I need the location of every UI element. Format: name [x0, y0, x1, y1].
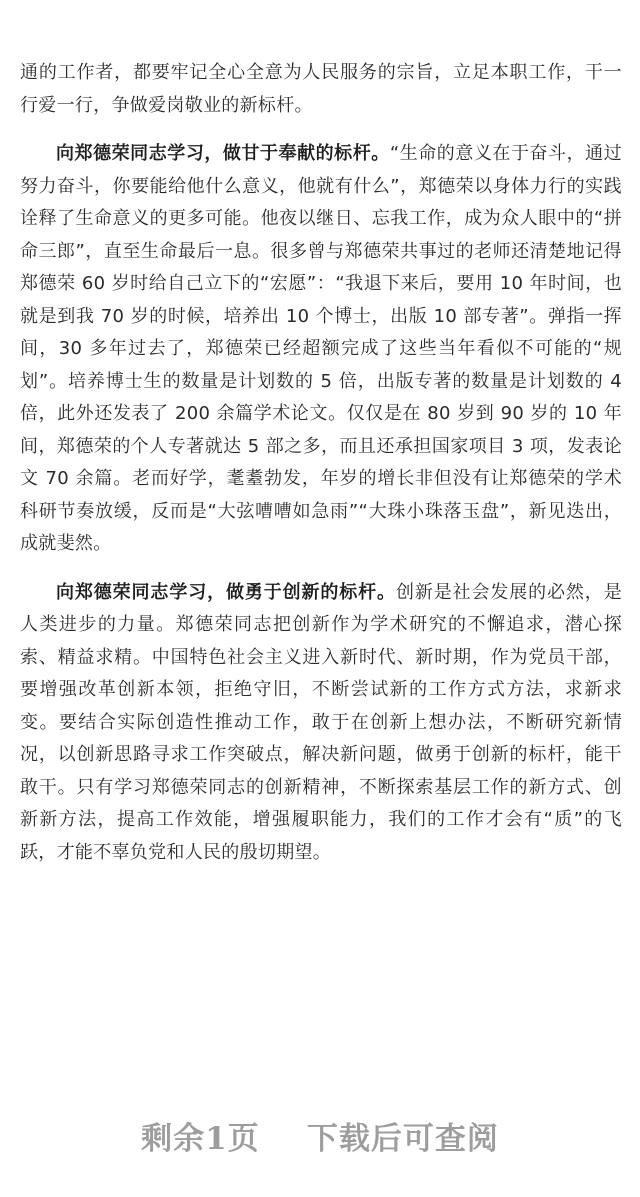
paragraph-text: 通的工作者，都要牢记全心全意为人民服务的宗旨，立足本职工作，干一行爱一行，争做爱岗敬业的新标杆。	[20, 62, 622, 116]
paragraph-dedication	[20, 138, 622, 561]
paragraph-text: “生命的意义在于奋斗，通过努力奋斗，你要能给他什么意义，他就有什么”，郑德荣以身体力行的实践诠释了生命意义的更多可能。他夜以继日、忘我工作，成为众人眼中的“拼命三郎”，直至生命最后一息。很多曾与郑德荣共事过的老师还清楚地记得郑德荣 60 岁时给自己立下的“宏愿”：“我退下来后，要用 10 年时间，也就是到我 70 岁的时候，培养出 10 个博士，出版 10 部专著”。弹指一挥间，30 多年过去了，郑德荣已经超额完成了这些当年看似不可能的“规划”。培养博士生的数量是计划数的 5 倍，出版专著的数量是计划数的 4 倍，此外还发表了 200 余篇学术论文。仅仅是在 80 岁到 90 岁的 10 年间，郑德荣的个人专著就达 5 部之多，而且还承担国家项目 3 项，发表论文 70 余篇。老而好学，耄耋勃发，年岁的增长非但没有让郑德荣的学术科研节奏放缓，反而是“大弦嘈嘈如急雨”“大珠小珠落玉盘”，新见迭出，成就斐然。	[20, 143, 622, 554]
paragraph-innovation	[20, 577, 622, 870]
paragraph-continuation	[20, 57, 622, 122]
document-body	[20, 57, 622, 869]
paragraph-text: 创新是社会发展的必然，是人类进步的力量。郑德荣同志把创新作为学术研究的不懈追求，潜心探索、精益求精。中国特色社会主义进入新时代、新时期，作为党员干部，要增强改革创新本领，拒绝守旧，不断尝试新的工作方式方法，求新求变。要结合实际创造性推动工作，敢于在创新上想办法，不断研究新情况，以创新思路寻求工作突破点，解决新问题，做勇于创新的标杆，能干敢干。只有学习郑德荣同志的创新精神，不断探索基层工作的新方式、创新新方法，提高工作效能，增强履职能力，我们的工作才会有“质”的飞跃，才能不辜负党和人民的殷切期望。	[20, 581, 622, 863]
paragraph-lead-heading: 向郑德荣同志学习，做甘于奉献的标杆。	[56, 143, 390, 164]
remaining-pages-banner[interactable]	[0, 1113, 640, 1158]
remaining-pages-label: 剩余1页	[141, 1121, 260, 1157]
download-to-view-label: 下载后可查阅	[306, 1121, 499, 1157]
paragraph-lead-heading: 向郑德荣同志学习，做勇于创新的标杆。	[56, 581, 396, 603]
